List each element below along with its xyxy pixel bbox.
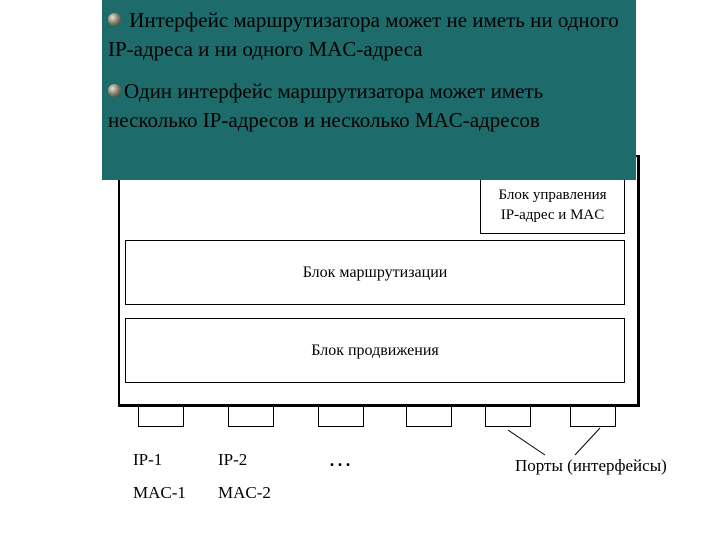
callout-statement-2 (108, 77, 628, 135)
port-mac-2-label: MAC-2 (218, 483, 271, 502)
ports-caption: Порты (интерфейсы) (515, 456, 667, 475)
callout-statement-1 (108, 6, 628, 64)
bullet-icon (108, 13, 121, 26)
more-ports-ellipsis: … (328, 446, 354, 472)
port-ip-2-label: IP-2 (218, 450, 248, 469)
control-block-line2: IP-адрес и MAC (500, 207, 605, 223)
pointer-line-port-6 (575, 428, 600, 455)
callout-statement-2-text: Один интерфейс маршрутизатора может иметь несколько IP-адресов и несколько MAC-адресов (108, 79, 544, 132)
bullet-icon (108, 84, 121, 97)
control-block-line1: Блок управления (498, 187, 607, 203)
port-ip-1-label: IP-1 (133, 450, 163, 469)
pointer-line-port-5 (508, 430, 545, 455)
forwarding-block-label: Блок продвижения (311, 341, 439, 359)
routing-block-label: Блок маршрутизации (302, 263, 448, 281)
callout-panel (102, 0, 636, 180)
callout-statement-1-text: Интерфейс маршрутизатора может не иметь ни одного IP-адреса и ни одного MAC-адреса (108, 8, 619, 61)
port-mac-1-label: MAC-1 (133, 483, 186, 502)
